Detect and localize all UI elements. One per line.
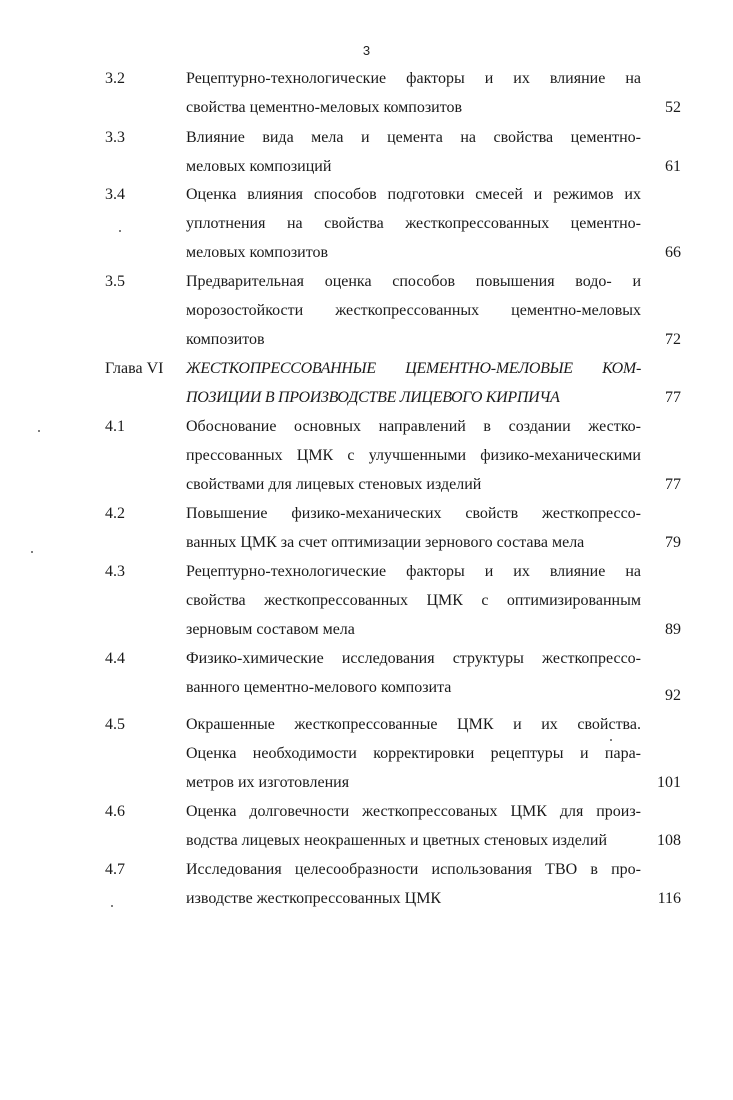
toc-entry-title [186,123,641,181]
toc-entry-title-line: композитов [186,331,265,348]
toc-entry-page: 72 [665,331,681,348]
scan-speck [610,739,612,741]
toc-entry-number: 3.2 [105,70,125,87]
toc-entry-title-line: Исследования целесообразности использования ТВО в про- [186,861,641,878]
scan-speck [119,230,121,232]
toc-entry-title [186,644,641,702]
toc-entry-number: 4.7 [105,861,125,878]
toc-entry-title [186,499,641,557]
toc-entry-title-line: метров их изготовления [186,774,350,791]
toc-entry-title-line: ЖЕСТКОПРЕССОВАННЫЕ ЦЕМЕНТНО-МЕЛОВЫЕ КОМ- [186,360,641,377]
toc-entry-number: 4.4 [105,650,125,667]
scan-speck [38,430,40,432]
toc-entry-title [186,797,641,855]
toc-entry-page: 108 [657,832,681,849]
toc-entry-number: 4.5 [105,716,125,733]
toc-entry-number: 4.6 [105,803,125,820]
toc-entry-page: 89 [665,621,681,638]
toc-entry-title-line: меловых композитов [186,244,329,261]
toc-entry-title-line: Повышение физико-механических свойств жесткопрессо- [186,505,641,522]
toc-entry-title [186,180,641,267]
toc-entry-number: 4.3 [105,563,125,580]
scan-speck [31,551,33,553]
toc-entry-title-line: уплотнения на свойства жесткопрессованных цементно- [186,215,641,232]
toc-entry-title-line: водства лицевых неокрашенных и цветных стеновых изделий [186,832,608,849]
toc-entry-title-line: Оценка необходимости корректировки рецептуры и пара- [186,745,641,762]
toc-entry-title-line: меловых композиций [186,158,332,175]
toc-entry-title [186,412,641,499]
toc-entry-title-line: Оценка влияния способов подготовки смесей и режимов их [186,186,641,203]
toc-entry-title-line: Рецептурно-технологические факторы и их влияние на [186,563,641,580]
toc-entry-title-line: ПОЗИЦИИ В ПРОИЗВОДСТВЕ ЛИЦЕВОГО КИРПИЧА [186,389,560,406]
toc-entry-page: 66 [665,244,681,261]
toc-entry-page: 61 [665,158,681,175]
page-number: 3 [362,43,371,58]
toc-entry-number: 4.2 [105,505,125,522]
toc-entry-title-line: свойства жесткопрессованных ЦМК с оптимизированным [186,592,641,609]
toc-entry-page: 77 [665,476,681,493]
toc-entry-title-line: прессованных ЦМК с улучшенными физико-механическими [186,447,641,464]
toc-entry-number: Глава VI [105,360,164,377]
toc-entry-title-line: Оценка долговечности жесткопрессованых ЦМК для произ- [186,803,641,820]
scan-speck [111,905,113,907]
toc-entry-title-line: Рецептурно-технологические факторы и их влияние на [186,70,641,87]
toc-entry-title [186,855,641,913]
toc-entry-title-line: ванного цементно-мелового композита [186,679,452,696]
toc-entry-title-line: Влияние вида мела и цемента на свойства цементно- [186,129,641,146]
toc-entry-page: 52 [665,99,681,116]
toc-entry-title-line: Обоснование основных направлений в создании жестко- [186,418,641,435]
toc-entry-title [186,710,641,797]
toc-entry-number: 3.3 [105,129,125,146]
toc-entry-page: 92 [665,687,681,704]
toc-entry-number: 3.5 [105,273,125,290]
toc-entry-title [186,267,641,354]
toc-entry-page: 116 [657,890,681,907]
toc-entry-title [186,354,641,412]
toc-entry-title [186,64,641,122]
toc-entry-page: 101 [657,774,681,791]
toc-entry-title-line: Предварительная оценка способов повышения водо- и [186,273,641,290]
toc-entry-page: 79 [665,534,681,551]
toc-entry-number: 3.4 [105,186,125,203]
toc-entry-number: 4.1 [105,418,125,435]
toc-entry-title [186,557,641,644]
toc-entry-title-line: свойства цементно-меловых композитов [186,99,463,116]
toc-entry-title-line: Окрашенные жесткопрессованные ЦМК и их свойства. [186,716,641,733]
toc-entry-page: 77 [665,389,681,406]
toc-entry-title-line: Физико-химические исследования структуры жесткопрессо- [186,650,641,667]
toc-entry-title-line: морозостойкости жесткопрессованных цементно-меловых [186,302,641,319]
toc-entry-title-line: ванных ЦМК за счет оптимизации зернового состава мела [186,534,585,551]
toc-entry-title-line: зерновым составом мела [186,621,355,638]
toc-entry-title-line: свойствами для лицевых стеновых изделий [186,476,482,493]
toc-entry-title-line: изводстве жесткопрессованных ЦМК [186,890,442,907]
